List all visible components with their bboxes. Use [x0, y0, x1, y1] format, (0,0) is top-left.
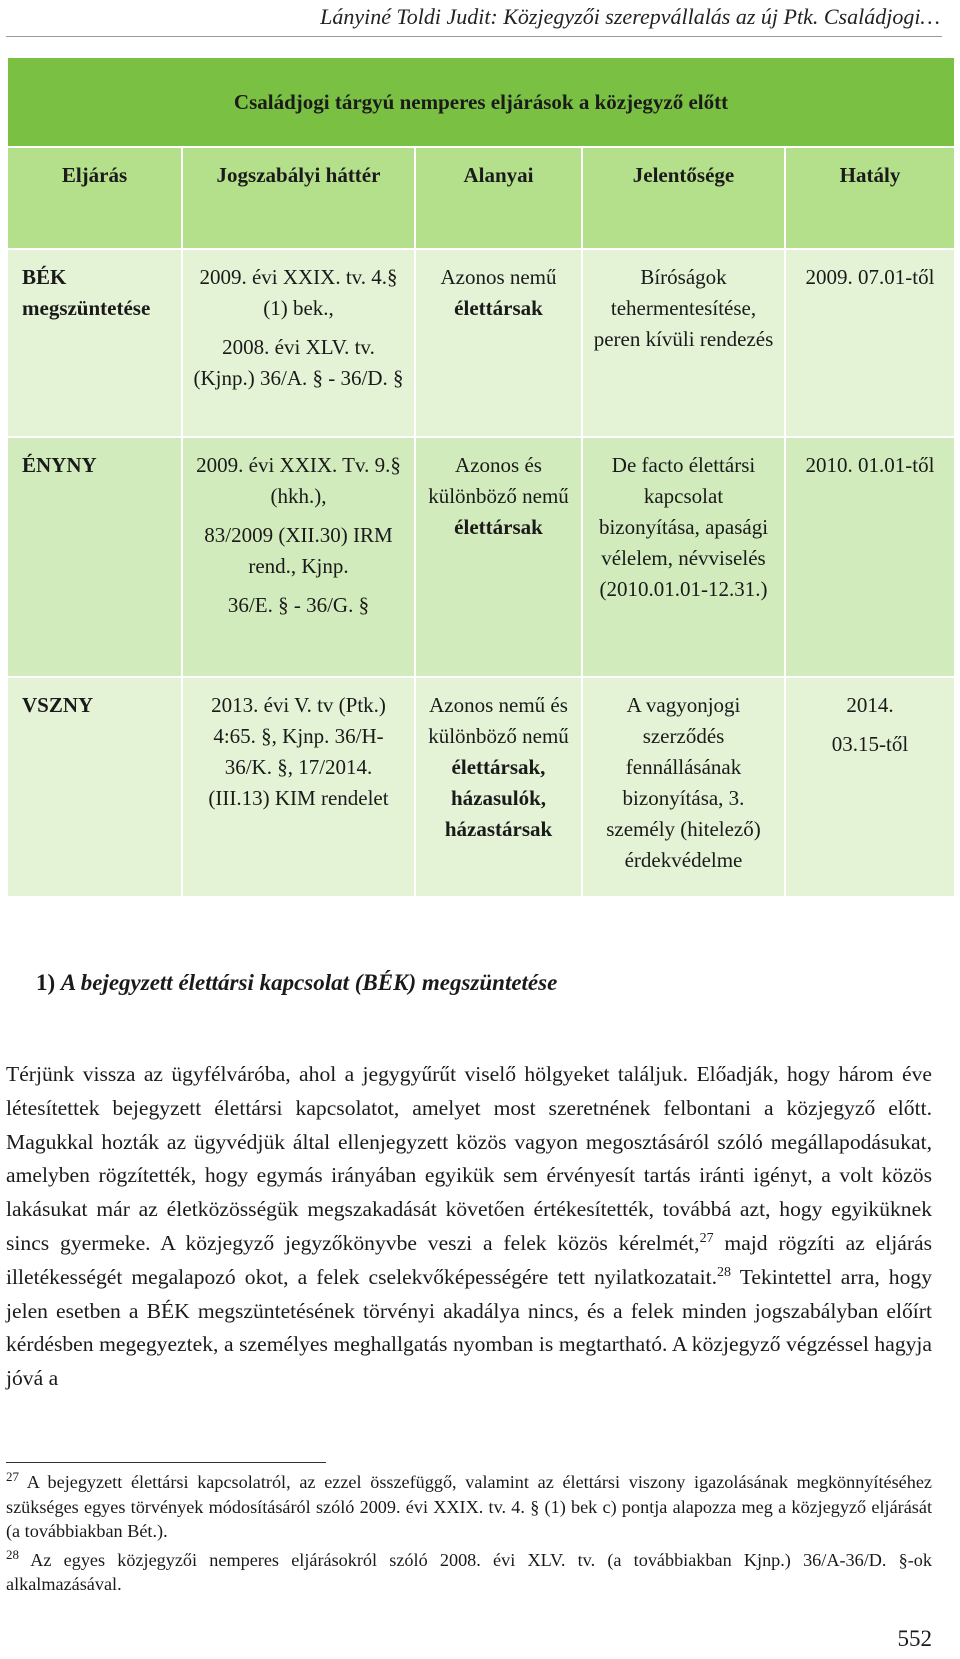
- cell-text: 2008. évi XLV. tv. (Kjnp.) 36/A. § - 36/D. §: [193, 335, 404, 390]
- table-row: [7, 249, 955, 437]
- cell-text: Azonos és különböző nemű: [428, 453, 569, 508]
- section-heading: [36, 970, 557, 996]
- footnotes: [6, 1470, 932, 1601]
- section-number: 1): [36, 970, 56, 995]
- footnote-number: 28: [6, 1546, 19, 1562]
- cell-text: Azonos nemű és különböző nemű: [428, 693, 569, 748]
- section-title: A bejegyzett élettársi kapcsolat (BÉK) megszüntetése: [60, 970, 558, 995]
- cell-jogszabaly: 2013. évi V. tv (Ptk.) 4:65. §, Kjnp. 36/H-36/K. §, 17/2014. (III.13) KIM rendelet: [182, 677, 415, 897]
- cell-text: Azonos nemű: [440, 265, 557, 289]
- cell-text: 36/E. § - 36/G. §: [227, 593, 370, 617]
- cell-eljaras: ÉNYNY: [7, 437, 182, 677]
- cell-text: 2009. évi XXIX. Tv. 9.§ (hkh.),: [196, 453, 401, 508]
- cell-text-bold: élettársak: [454, 515, 543, 539]
- footnote-number: 27: [6, 1468, 19, 1484]
- header-rule: [6, 36, 942, 37]
- column-header-jogszabalyi-hatter: Jogszabályi háttér: [182, 147, 415, 249]
- cell-alanyai: [415, 677, 582, 897]
- cell-jelentosege: De facto élettársi kapcsolat bizonyítása, apasági vélelem, névviselés (2010.01.01-12.31.): [582, 437, 785, 677]
- body-text-part: majd rögzíti az eljárás illetékességét megalapozó okot, a felek cselekvőképességére tett nyilatkozatait.: [6, 1230, 932, 1289]
- procedures-table: [6, 56, 956, 898]
- column-header-jelentosege: Jelentősége: [582, 147, 785, 249]
- footnote-rule: [6, 1462, 326, 1463]
- column-header-hataly: Hatály: [785, 147, 955, 249]
- column-header-alanyai: Alanyai: [415, 147, 582, 249]
- cell-text: 2009. évi XXIX. tv. 4.§ (1) bek.,: [199, 265, 398, 320]
- column-header-eljaras: Eljárás: [7, 147, 182, 249]
- footnote-text: A bejegyzett élettársi kapcsolatról, az ezzel összefüggő, valamint az élettársi viszony igazolásának megkönnyítéséhez szükséges egyes törvények módosításáról szóló 2009. évi XXIX. tv. 4. § (1) bek c) pontja alapozza meg a közjegyző eljárását (a továbbiakban Bét.).: [6, 1472, 932, 1542]
- body-text-part: Tekintettel arra, hogy jelen esetben a BÉK megszüntetésének törvényi akadálya nincs, és a felek minden jogszabályban előírt kérdésben megegyeztek, a személyes meghallgatás nyomban is megtartható. A közjegyző végzéssel hagyja jóvá a: [6, 1264, 932, 1391]
- cell-hataly: 2009. 07.01-től: [785, 249, 955, 437]
- footnote-text: Az egyes közjegyzői nemperes eljárásokról szóló 2008. évi XLV. tv. (a továbbiakban Kjnp.) 36/A-36/D. §-ok alkalmazásával.: [6, 1549, 932, 1595]
- body-paragraph: [6, 1058, 932, 1396]
- footnote-ref[interactable]: 27: [699, 1230, 714, 1246]
- table-title: Családjogi tárgyú nemperes eljárások a közjegyző előtt: [7, 57, 955, 147]
- cell-eljaras: VSZNY: [7, 677, 182, 897]
- table-row: [7, 677, 955, 897]
- cell-eljaras: BÉK megszüntetése: [7, 249, 182, 437]
- cell-text-bold: élettársak: [454, 296, 543, 320]
- cell-jelentosege: Bíróságok tehermentesítése, peren kívüli rendezés: [582, 249, 785, 437]
- cell-alanyai: [415, 249, 582, 437]
- cell-jogszabaly: [182, 249, 415, 437]
- cell-hataly: [785, 677, 955, 897]
- cell-jogszabaly: [182, 437, 415, 677]
- table-row: [7, 437, 955, 677]
- cell-text-bold: élettársak, házasulók, házastársak: [444, 755, 553, 841]
- cell-text: 83/2009 (XII.30) IRM rend., Kjnp.: [204, 523, 393, 578]
- footnote: [6, 1470, 932, 1544]
- footnote-ref[interactable]: 28: [717, 1264, 732, 1280]
- body-text-part: Térjünk vissza az ügyfélváróba, ahol a jegygyűrűt viselő hölgyeket találjuk. Előadják, hogy három éve létesítettek bejegyzett élettársi kapcsolatot, amelyet most szeretnének felbontani a közjegyző előtt. Magukkal hozták az ügyvédjük által ellenjegyzett közös vagyon megosztásáról szóló megállapodásukat, amelyben rögzítették, hogy egymás irányában egyikük sem érvényesít tartás iránti igényt, a volt közös lakásukat már az életközösségük megszakadását követően értékesítették, továbbá azt, hogy egyiküknek sincs gyermeke. A közjegyző jegyzőkönyvbe veszi a felek közös kérelmét,: [6, 1062, 932, 1255]
- running-header: Lányiné Toldi Judit: Közjegyzői szerepvállalás az új Ptk. Családjogi…: [320, 4, 940, 29]
- cell-alanyai: [415, 437, 582, 677]
- cell-text: 03.15-től: [831, 732, 909, 756]
- cell-jelentosege: A vagyonjogi szerződés fennállásának bizonyítása, 3. személy (hitelező) érdekvédelme: [582, 677, 785, 897]
- footnote: [6, 1548, 932, 1597]
- cell-text: 2014.: [846, 693, 894, 717]
- page-number: 552: [897, 1626, 932, 1651]
- cell-hataly: 2010. 01.01-től: [785, 437, 955, 677]
